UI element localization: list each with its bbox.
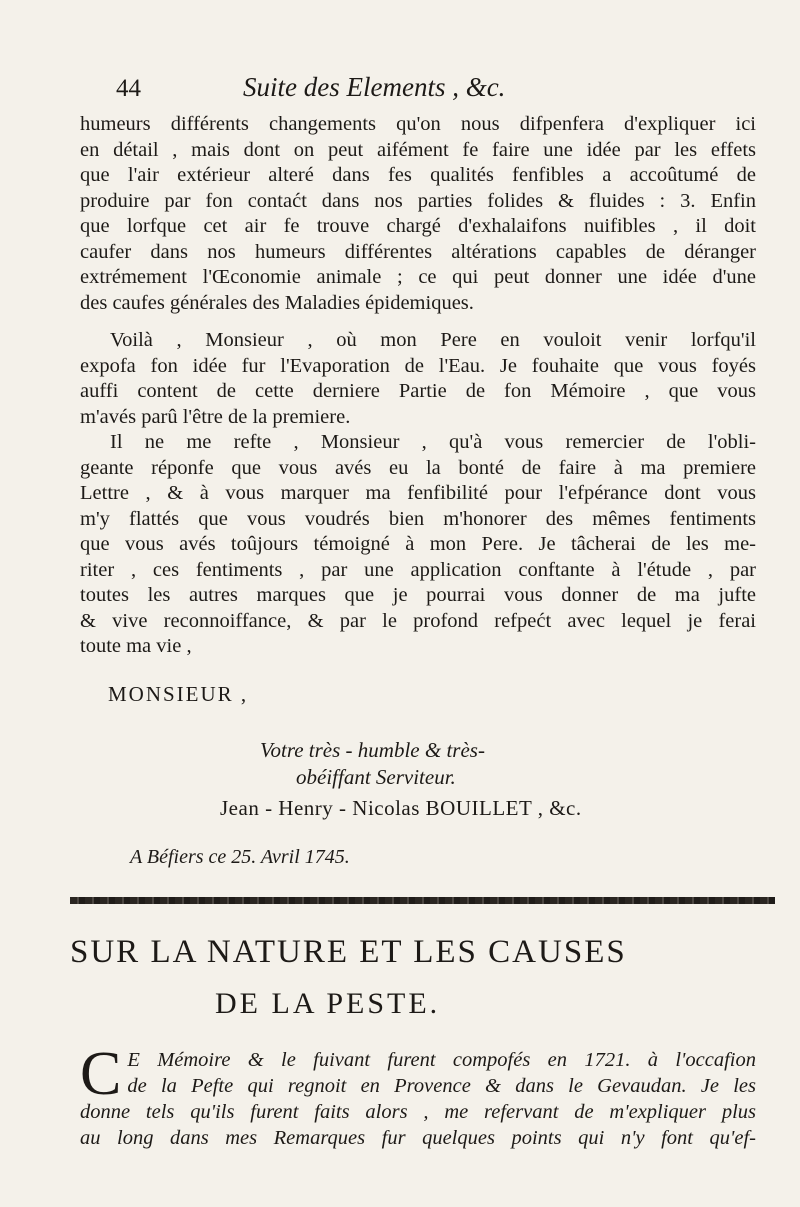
text-line: que lorfque cet air fe trouve chargé d'exhalaifons nuifibles , il doit	[80, 215, 756, 237]
text-line: riter , ces fentiments , par une application conftante à l'étude , par	[80, 558, 756, 581]
paragraph-humeurs	[80, 112, 756, 316]
closing-formula	[220, 737, 756, 822]
section-title: SUR LA NATURE ET LES CAUSES	[70, 933, 627, 970]
text-line: geante réponfe que vous avés eu la bonté de faire à ma premiere	[80, 456, 756, 479]
text-line: m'y flattés que vous voudrés bien m'honorer des mêmes fentiments	[80, 507, 756, 530]
text-line: Il ne me refte , Monsieur , qu'à vous remercier de l'obli-	[110, 431, 756, 453]
text-line: extrémement l'Œconomie animale ; ce qui peut donner une idée d'une	[80, 266, 756, 288]
ornamental-rule	[70, 897, 775, 904]
paragraph-voila	[80, 328, 756, 430]
text-line: toute ma vie ,	[80, 635, 192, 657]
running-title: Suite des Elements , &c.	[243, 72, 506, 102]
text-line: produire par fon contaćt dans nos parties folides & fluides : 3. Enfin	[80, 189, 756, 212]
paragraph-remerciement	[80, 430, 756, 660]
closing-line: Votre très - humble & très-	[260, 737, 485, 762]
text-line: m'avés parû l'être de la premiere.	[80, 405, 351, 428]
text-line: de la Pefte qui regnoit en Provence & dans le Gevaudan. Je les	[127, 1074, 756, 1097]
text-line: que l'air extérieur alteré dans fes qualités fenfibles a accoûtumé de	[80, 164, 756, 186]
text-line: & vive reconnoiffance, & par le profond refpećt avec lequel je ferai	[80, 609, 756, 632]
text-line: auffi content de cette derniere Partie de fon Mémoire , que vous	[80, 380, 756, 402]
drop-cap: C	[80, 1039, 122, 1108]
intro-paragraph	[80, 1039, 756, 1151]
text-line: que vous avés toûjours témoigné à mon Pere. Je tâcherai de les me-	[80, 533, 756, 555]
signature: Jean - Henry - Nicolas BOUILLET , &c.	[220, 795, 582, 820]
salutation: MONSIEUR ,	[108, 681, 249, 706]
closing-line: obéiffant Serviteur.	[296, 764, 456, 789]
text-line: caufer dans nos humeurs différentes altérations capables de déranger	[80, 240, 756, 263]
text-line: donne tels qu'ils furent faits alors , me refervant de m'expliquer plus	[80, 1100, 756, 1123]
running-head	[116, 72, 756, 112]
text-line: expofa fon idée fur l'Evaporation de l'Eau. Je fouhaite que vous foyés	[80, 354, 756, 377]
text-line: au long dans mes Remarques fur quelques points qui n'y font qu'ef-	[80, 1126, 756, 1149]
section-subtitle: DE LA PESTE.	[215, 986, 441, 1020]
text-line: des caufes générales des Maladies épidemiques.	[80, 291, 474, 314]
text-line: Lettre , & à vous marquer ma fenfibilité pour l'efpérance dont vous	[80, 482, 756, 504]
text-line: toutes les autres marques que je pourrai vous donner de ma jufte	[80, 584, 756, 606]
dateline: A Béfiers ce 25. Avril 1745.	[130, 845, 350, 868]
text-line: Voilà , Monsieur , où mon Pere en vouloit venir lorfqu'il	[110, 329, 756, 351]
text-line: en détail , mais dont on peut aifément fe faire une idée par les effets	[80, 138, 756, 161]
text-line: humeurs différents changements qu'on nous difpenfera d'expliquer ici	[80, 113, 756, 135]
text-line: E Mémoire & le fuivant furent compofés en 1721. à l'occafion	[127, 1048, 756, 1071]
page-number: 44	[116, 75, 141, 102]
